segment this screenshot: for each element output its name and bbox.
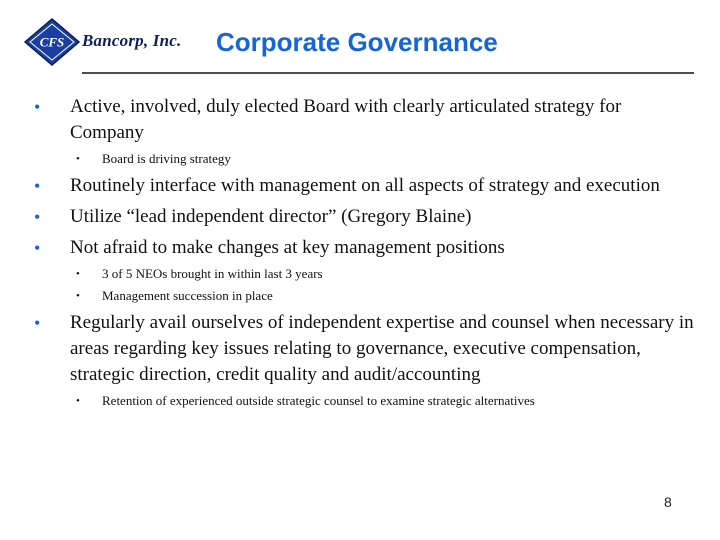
logo-text: CFS	[39, 34, 65, 50]
page-title: Corporate Governance	[216, 27, 498, 57]
company-name: Bancorp, Inc.	[82, 31, 182, 50]
sub-bullet-item	[34, 265, 694, 283]
bullet-text: Utilize “lead independent director” (Gregory Blaine)	[70, 206, 472, 227]
bullet-text: Regularly avail ourselves of independent expertise and counsel when necessary in areas regarding key issues relating to governance, executive compensation, strategic direction, credit quality and audit/accounting	[70, 312, 694, 385]
slide-header	[0, 0, 720, 78]
sub-bullet-icon: •	[76, 268, 80, 280]
sub-bullet-text: Retention of experienced outside strategic counsel to examine strategic alternatives	[102, 393, 535, 408]
sub-bullet-item	[34, 287, 694, 305]
bullet-icon: •	[34, 176, 41, 196]
bullet-item	[34, 173, 694, 199]
page-number: 8	[664, 494, 672, 510]
sub-bullet-icon: •	[76, 395, 80, 407]
sub-bullet-icon: •	[76, 153, 80, 165]
header-divider	[82, 72, 694, 74]
bullet-text: Routinely interface with management on all aspects of strategy and execution	[70, 175, 660, 196]
bullet-item	[34, 310, 694, 388]
sub-bullet-item	[34, 392, 694, 410]
bullet-item	[34, 94, 694, 146]
bullet-text: Active, involved, duly elected Board with clearly articulated strategy for Company	[70, 96, 622, 143]
bullet-icon: •	[34, 313, 41, 333]
cfs-logo	[24, 18, 80, 66]
bullet-item	[34, 235, 694, 261]
sub-bullet-text: Management succession in place	[102, 288, 273, 303]
sub-bullet-icon: •	[76, 290, 80, 302]
sub-bullet-text: Board is driving strategy	[102, 151, 231, 166]
sub-bullet-text: 3 of 5 NEOs brought in within last 3 years	[102, 266, 323, 281]
sub-bullet-item	[34, 150, 694, 168]
bullet-icon: •	[34, 97, 41, 117]
bullet-item	[34, 204, 694, 230]
bullet-icon: •	[34, 207, 41, 227]
bullet-list	[34, 94, 694, 415]
bullet-icon: •	[34, 238, 41, 258]
bullet-text: Not afraid to make changes at key management positions	[70, 237, 505, 258]
